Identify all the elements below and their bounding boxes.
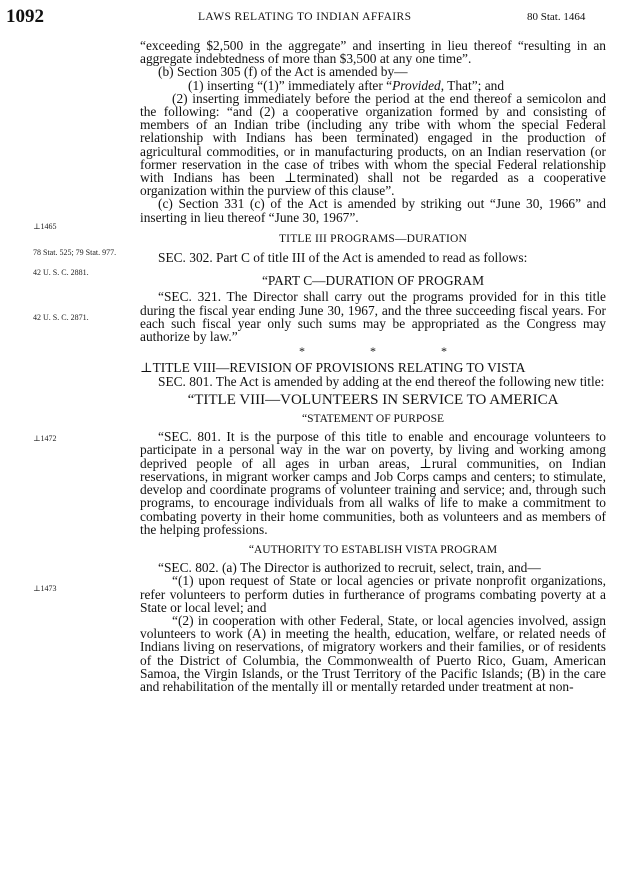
heading-title-iii-programs: TITLE III PROGRAMS—DURATION <box>278 232 468 245</box>
margin-note-1465: ⊥1465 <box>33 222 57 231</box>
document-body <box>140 39 606 693</box>
running-title: LAWS RELATING TO INDIAN AFFAIRS <box>198 11 412 23</box>
paragraph-aggregate: “exceeding $2,500 in the aggregate” and inserting in lieu thereof “resulting in an aggregate indebtedness of more than $3,500 at any one time”. <box>140 38 606 67</box>
margin-note-42usc2881: 42 U. S. C. 2881. <box>33 268 89 277</box>
paragraph-section-305f: (b) Section 305 (f) of the Act is amended by— <box>158 64 408 80</box>
heading-statement-of-purpose: “STATEMENT OF PURPOSE <box>302 413 444 426</box>
paragraph-sec-801-amend: SEC. 801. The Act is amended by adding at the end thereof the following new title: <box>158 373 605 389</box>
heading-vista: “TITLE VIII—VOLUNTEERS IN SERVICE TO AMERICA <box>187 391 559 408</box>
paragraph-item-1 <box>140 79 606 92</box>
page-number: 1092 <box>6 6 44 27</box>
paragraph-item-2: (2) inserting immediately before the period at the end thereof a semicolon and the following: “and (2) a cooperative organization formed by and consisting of members of an Indian tribe (including any tribe with whom the special Federal relationship with Indians has been terminated) engaged in the production of agricultural commodities, or in manufacturing products, on an Indian reservation (or former reservation in the case of tribes with whom the special Federal relationship with Indians has been ⊥terminated) shall not be regarded as a cooperative organization within the purview of this clause”. <box>140 90 606 199</box>
heading-title-viii-revision: ⊥TITLE VIII—REVISION OF PROVISIONS RELATING TO VISTA <box>140 360 526 376</box>
heading-part-c: “PART C—DURATION OF PROGRAM <box>261 273 485 289</box>
paragraph-sec-802a-1: “(1) upon request of State or local agencies or private nonprofit organizations, refer volunteers to perform duties in furtherance of programs combating poverty at a State or local level; and <box>140 573 606 615</box>
margin-note-78-stat: 78 Stat. 525; 79 Stat. 977. <box>33 248 117 257</box>
item-1-provided: Provided <box>392 77 441 93</box>
paragraph-sec-801-purpose: “SEC. 801. It is the purpose of this title to enable and encourage volunteers to participate in a personal way in the war on poverty, by living and working among deprived people of all ages in urban areas, ⊥rural communities, on Indian reservations, in migrant worker camps and Job Corps camps and centers; to stimulate, develop and coordinate programs of volunteer training and service; and, through such programs, to encourage individuals from all walks of life to make a commitment to combating poverty in their home communities, both as volunteers and as members of the helping professions. <box>140 429 606 537</box>
statute-citation: 80 Stat. 1464 <box>527 11 586 23</box>
paragraph-sec-802a-2: “(2) in cooperation with other Federal, State, or local agencies involved, assign volunteers to work (A) in meeting the health, education, welfare, or related needs of Indians living on reservations, of migratory workers and their families, or of residents of the District of Columbia, the Commonwealth of Puerto Rico, Guam, American Samoa, the Virgin Islands, or the Trust Territory of the Pacific Islands; (B) in the care and rehabilitation of the mentally ill or mentally retarded under treatment at non- <box>140 612 606 694</box>
heading-authority-vista: “AUTHORITY TO ESTABLISH VISTA PROGRAM <box>248 543 498 556</box>
item-1-text-a: (1) inserting “(1)” immediately after “ <box>188 77 393 93</box>
asterisk-separator: * * * <box>299 344 447 359</box>
paragraph-sec-802a: “SEC. 802. (a) The Director is authorized to recruit, select, train, and— <box>158 560 541 576</box>
margin-note-42usc2871: 42 U. S. C. 2871. <box>33 313 89 322</box>
item-1-text-b: , That”; and <box>440 77 505 93</box>
margin-note-1472: ⊥1472 <box>33 434 57 443</box>
paragraph-sec-302: SEC. 302. Part C of title III of the Act is amended to read as follows: <box>158 250 528 266</box>
paragraph-section-331c: (c) Section 331 (c) of the Act is amended by striking out “June 30, 1966” and inserting in lieu thereof “June 30, 1967”. <box>140 196 606 225</box>
paragraph-sec-321: “SEC. 321. The Director shall carry out the programs provided for in this title during the fiscal year ending June 30, 1967, and the three succeeding fiscal years. For each such fiscal year only such sums may be appropriated as the Congress may authorize by law.” <box>140 289 606 345</box>
margin-note-1473: ⊥1473 <box>33 584 57 593</box>
